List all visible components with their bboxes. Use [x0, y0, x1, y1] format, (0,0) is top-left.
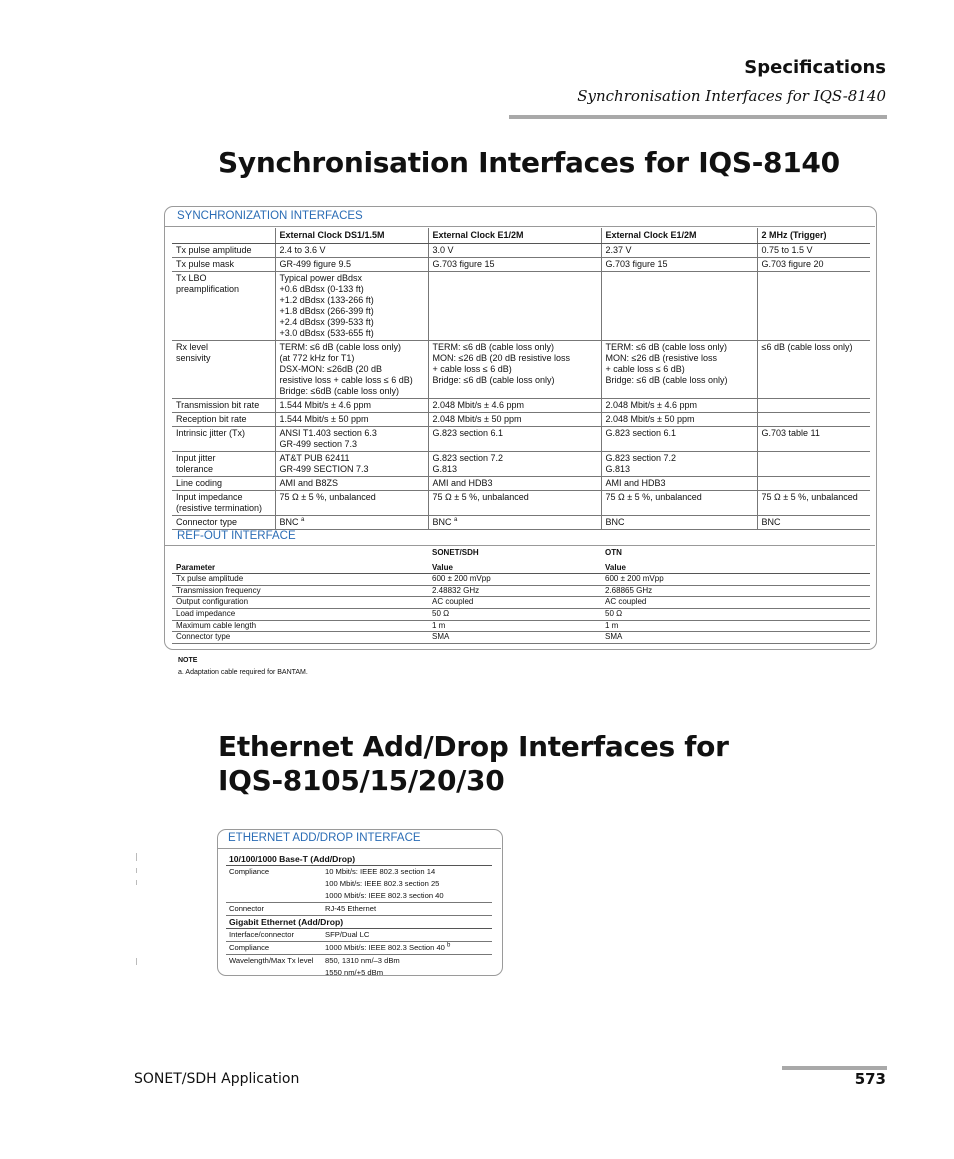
sync-header-row: [172, 228, 870, 244]
sync-cell: 2.048 Mbit/s ± 4.6 ppm: [428, 399, 601, 413]
sync-row-label: Transmission bit rate: [172, 399, 275, 413]
sync-row-label: Connector type: [172, 516, 275, 530]
eth-cell: Compliance: [229, 867, 270, 876]
refout-cell: 600 ± 200 mVpp: [428, 574, 601, 586]
sync-cell: 0.75 to 1.5 V: [757, 244, 870, 258]
header-subtitle: Synchronisation Interfaces for IQS-8140: [577, 87, 886, 105]
refout-title-rule: [164, 545, 875, 546]
table-row: [226, 866, 492, 879]
table-row: [172, 516, 870, 530]
sync-column-header: External Clock DS1/1.5M: [275, 228, 428, 244]
eth-cell: 850, 1310 nm/–3 dBm: [325, 956, 400, 965]
eth-title-rule: [217, 848, 501, 849]
sync-cell: [601, 272, 757, 341]
sync-cell: 2.048 Mbit/s ± 50 ppm: [428, 413, 601, 427]
note-heading: NOTE: [178, 657, 198, 664]
sync-cell: AMI and HDB3: [428, 477, 601, 491]
sync-cell: 2.048 Mbit/s ± 50 ppm: [601, 413, 757, 427]
eth-cell: [226, 967, 322, 979]
refout-column-header: Value: [601, 559, 870, 574]
refout-cell: Transmission frequency: [172, 585, 428, 597]
eth-cell: 1550 nm/+5 dBm: [325, 968, 384, 977]
eth-group-gigabit-label: Gigabit Ethernet (Add/Drop): [226, 916, 492, 929]
eth-cell: 10 Mbit/s: IEEE 802.3 section 14: [325, 867, 436, 876]
scan-speck: [136, 853, 137, 861]
table-row: [172, 491, 870, 516]
sync-cell: BNC: [757, 516, 870, 530]
sync-cell: G.703 table 11: [757, 427, 870, 452]
refout-cell: Maximum cable length: [172, 620, 428, 632]
table-row: [172, 620, 870, 632]
header-title: Specifications: [744, 57, 886, 78]
refout-title: REF-OUT INTERFACE: [177, 530, 296, 542]
sync-cell: [757, 477, 870, 491]
eth-cell: Interface/connector: [226, 929, 322, 942]
table-row: [172, 427, 870, 452]
table-row: [226, 967, 492, 979]
refout-cell: 2.68865 GHz: [601, 585, 870, 597]
refout-cell: 2.48832 GHz: [428, 585, 601, 597]
eth-group-base-t-label: 10/100/1000 Base-T (Add/Drop): [226, 853, 492, 866]
refout-column-header: Parameter: [172, 559, 428, 574]
refout-column-header: Value: [428, 559, 601, 574]
sync-row-label: Line coding: [172, 477, 275, 491]
refout-cell: 1 m: [601, 620, 870, 632]
sync-cell: [757, 399, 870, 413]
sync-table: [172, 228, 870, 530]
sync-cell: TERM: ≤6 dB (cable loss only) MON: ≤26 dB (20 dB resistive loss + cable loss ≤ 6 dB) Bridge: ≤6 dB (cable loss only): [428, 341, 601, 399]
header-rule: [509, 115, 887, 119]
refout-cell: Tx pulse amplitude: [172, 574, 428, 586]
eth-cell: [226, 890, 322, 903]
refout-cell: 50 Ω: [601, 608, 870, 620]
sync-cell: ANSI T1.403 section 6.3 GR-499 section 7.3: [275, 427, 428, 452]
table-row: [172, 341, 870, 399]
refout-group-header: SONET/SDH: [432, 548, 479, 557]
refout-cell: 1 m: [428, 620, 601, 632]
sync-cell: G.823 section 6.1: [601, 427, 757, 452]
sync-column-header: [172, 228, 275, 244]
footer-section-name: SONET/SDH Application: [134, 1071, 300, 1087]
sync-cell: 2.4 to 3.6 V: [275, 244, 428, 258]
table-row: [172, 574, 870, 586]
sync-row-label: Intrinsic jitter (Tx): [172, 427, 275, 452]
eth-cell: Wavelength/Max Tx level: [229, 956, 314, 965]
page-number: 573: [854, 1070, 886, 1088]
scan-speck: [136, 880, 137, 885]
sync-cell: AMI and HDB3: [601, 477, 757, 491]
sync-cell: 75 Ω ± 5 %, unbalanced: [275, 491, 428, 516]
sync-cell: 75 Ω ± 5 %, unbalanced: [757, 491, 870, 516]
sync-title-rule: [164, 226, 875, 227]
refout-cell: Connector type: [172, 632, 428, 644]
refout-group-row: [172, 548, 870, 559]
refout-cell: 600 ± 200 mVpp: [601, 574, 870, 586]
sync-cell: 3.0 V: [428, 244, 601, 258]
note-text: a. Adaptation cable required for BANTAM.: [178, 669, 308, 676]
sync-column-header: External Clock E1/2M: [601, 228, 757, 244]
eth-group-base-t: [226, 853, 492, 866]
eth-cell: [226, 878, 322, 890]
table-row: [172, 608, 870, 620]
table-row: [172, 585, 870, 597]
scan-speck: [136, 868, 137, 873]
sync-cell: G.823 section 6.1: [428, 427, 601, 452]
sync-cell: TERM: ≤6 dB (cable loss only) (at 772 kHz for T1) DSX-MON: ≤26dB (20 dB resistive loss + cable loss ≤ 6 dB) Bridge: ≤6dB (cable loss only): [275, 341, 428, 399]
refout-header-row: [172, 559, 870, 574]
sync-cell: AMI and B8ZS: [275, 477, 428, 491]
table-row: [172, 413, 870, 427]
refout-group-header: OTN: [605, 548, 622, 557]
refout-cell: SMA: [601, 632, 870, 644]
table-row: [172, 272, 870, 341]
table-row: [172, 452, 870, 477]
sync-row-label: Tx pulse mask: [172, 258, 275, 272]
eth-cell: 100 Mbit/s: IEEE 802.3 section 25: [325, 879, 440, 888]
sync-row-label: Reception bit rate: [172, 413, 275, 427]
sync-cell: BNC $^a$: [275, 516, 428, 530]
sync-cell: [757, 272, 870, 341]
section-heading-ethernet-line2: IQS-8105/15/20/30: [218, 764, 505, 797]
sync-cell: TERM: ≤6 dB (cable loss only) MON: ≤26 dB (resistive loss + cable loss ≤ 6 dB) Bridge: ≤6 dB (cable loss only): [601, 341, 757, 399]
table-row: [172, 477, 870, 491]
sync-cell: G.703 figure 15: [601, 258, 757, 272]
sync-cell: 75 Ω ± 5 %, unbalanced: [601, 491, 757, 516]
table-row: [172, 399, 870, 413]
refout-cell: Load impedance: [172, 608, 428, 620]
sync-cell: G.823 section 7.2 G.813: [428, 452, 601, 477]
sync-cell: [757, 413, 870, 427]
sync-cell: 1.544 Mbit/s ± 4.6 ppm: [275, 399, 428, 413]
refout-cell: 50 Ω: [428, 608, 601, 620]
table-row: [226, 890, 492, 903]
footnote-mark: b: [447, 942, 451, 949]
refout-cell: Output configuration: [172, 597, 428, 609]
sync-cell: 2.37 V: [601, 244, 757, 258]
sync-column-header: External Clock E1/2M: [428, 228, 601, 244]
table-row: [172, 597, 870, 609]
footnote-mark: a: [454, 517, 458, 523]
sync-cell: 75 Ω ± 5 %, unbalanced: [428, 491, 601, 516]
sync-cell: 1.544 Mbit/s ± 50 ppm: [275, 413, 428, 427]
sync-cell: 2.048 Mbit/s ± 4.6 ppm: [601, 399, 757, 413]
sync-row-label: Input impedance (resistive termination): [172, 491, 275, 516]
table-row: [226, 903, 492, 916]
scan-speck: [136, 958, 137, 965]
table-row: [226, 878, 492, 890]
sync-row-label: Rx level sensivity: [172, 341, 275, 399]
refout-cell: AC coupled: [601, 597, 870, 609]
sync-cell: [757, 452, 870, 477]
section-heading-ethernet-line1: Ethernet Add/Drop Interfaces for: [218, 730, 729, 763]
table-row: [172, 244, 870, 258]
sync-cell: G.823 section 7.2 G.813: [601, 452, 757, 477]
table-row: [226, 942, 492, 955]
sync-cell: G.703 figure 20: [757, 258, 870, 272]
sync-cell: Typical power dBdsx +0.6 dBdsx (0-133 ft) +1.2 dBdsx (133-266 ft) +1.8 dBdsx (266-399 ft) +2.4 dBdsx (399-533 ft) +3.0 dBdsx (533-655 ft): [275, 272, 428, 341]
section-heading-ethernet: [218, 730, 729, 798]
sync-cell: ≤6 dB (cable loss only): [757, 341, 870, 399]
table-row: [172, 258, 870, 272]
eth-cell: RJ-45 Ethernet: [322, 903, 492, 916]
table-row: [226, 955, 492, 968]
sync-cell: [428, 272, 601, 341]
sync-column-header: 2 MHz (Trigger): [757, 228, 870, 244]
table-row: [226, 929, 492, 942]
sync-cell: G.703 figure 15: [428, 258, 601, 272]
sync-title: SYNCHRONIZATION INTERFACES: [177, 210, 363, 222]
refout-group-header: [172, 548, 428, 559]
eth-cell: 1000 Mbit/s: IEEE 802.3 Section 40 $^b$: [322, 942, 492, 955]
eth-title: ETHERNET ADD/DROP INTERFACE: [228, 832, 421, 844]
refout-cell: AC coupled: [428, 597, 601, 609]
refout-cell: SMA: [428, 632, 601, 644]
eth-group-gigabit: [226, 916, 492, 929]
eth-cell: SFP/Dual LC: [322, 929, 492, 942]
sync-row-label: Input jitter tolerance: [172, 452, 275, 477]
eth-cell: Compliance: [226, 942, 322, 955]
eth-cell: 1000 Mbit/s: IEEE 802.3 section 40: [322, 890, 492, 903]
section-heading-sync: Synchronisation Interfaces for IQS-8140: [218, 146, 840, 179]
table-row: [172, 632, 870, 644]
sync-cell: BNC: [601, 516, 757, 530]
sync-cell: GR-499 figure 9.5: [275, 258, 428, 272]
footnote-mark: a: [301, 517, 305, 523]
sync-row-label: Tx pulse amplitude: [172, 244, 275, 258]
eth-table: [226, 853, 492, 979]
refout-table: [172, 548, 870, 644]
sync-cell: AT&T PUB 62411 GR-499 SECTION 7.3: [275, 452, 428, 477]
sync-row-label: Tx LBO preamplification: [172, 272, 275, 341]
sync-cell: BNC $^a$: [428, 516, 601, 530]
eth-cell: Connector: [226, 903, 322, 916]
